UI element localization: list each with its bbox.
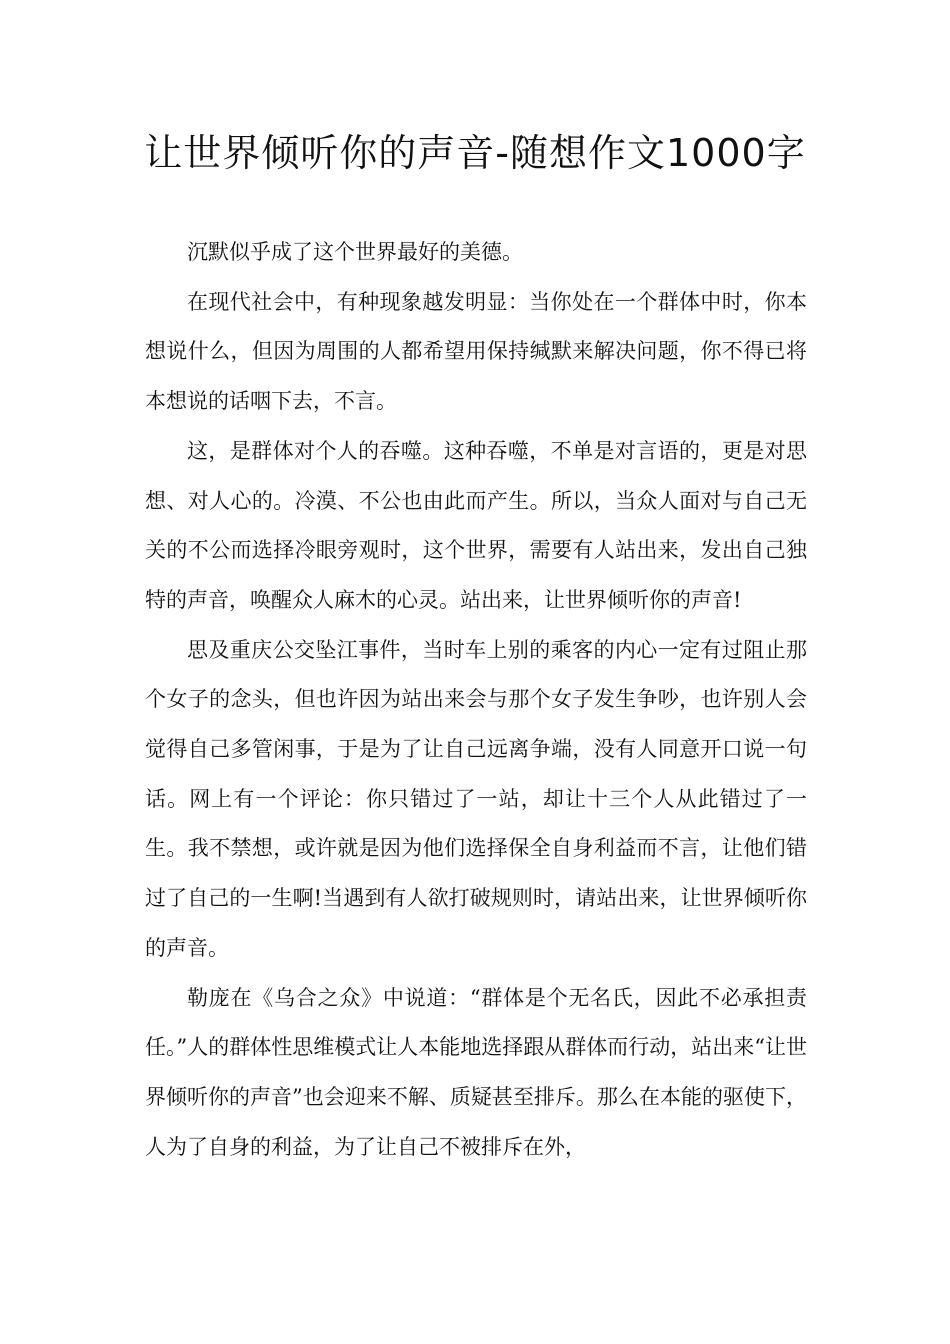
document-title: 让世界倾听你的声音-随想作文1000字 <box>144 131 806 175</box>
paragraph: 思及重庆公交坠江事件，当时车上别的乘客的内心一定有过阻止那个女子的念头，但也许因为站出来会与那个女子发生争吵，也许别人会觉得自己多管闲事，于是为了让自己远离争端，没有人同意开口说一句话。网上有一个评论：你只错过了一站，却让十三个人从此错过了一生。我不禁想，或许就是因为他们选择保全自身利益而不言，让他们错过了自己的一生啊!当遇到有人欲打破规则时，请站出来，让世界倾听你的声音。 <box>145 637 807 960</box>
document-body <box>145 228 807 1172</box>
paragraph: 沉默似乎成了这个世界最好的美德。 <box>187 240 523 264</box>
paragraph: 勒庞在《乌合之众》中说道：“群体是个无名氏，因此不必承担责任。”人的群体性思维模式让人本能地选择跟从群体而行动，站出来“让世界倾听你的声音”也会迎来不解、质疑甚至排斥。那么在本能的驱使下，人为了自身的利益，为了让自己不被排斥在外， <box>145 985 807 1159</box>
paragraph: 在现代社会中，有种现象越发明显：当你处在一个群体中时，你本想说什么，但因为周围的人都希望用保持缄默来解决问题，你不得已将本想说的话咽下去，不言。 <box>145 289 807 414</box>
paragraph: 这，是群体对个人的吞噬。这种吞噬，不单是对言语的，更是对思想、对人心的。冷漠、不公也由此而产生。所以，当众人面对与自己无关的不公而选择冷眼旁观时，这个世界，需要有人站出来，发出自己独特的声音，唤醒众人麻木的心灵。站出来，让世界倾听你的声音! <box>145 438 807 612</box>
